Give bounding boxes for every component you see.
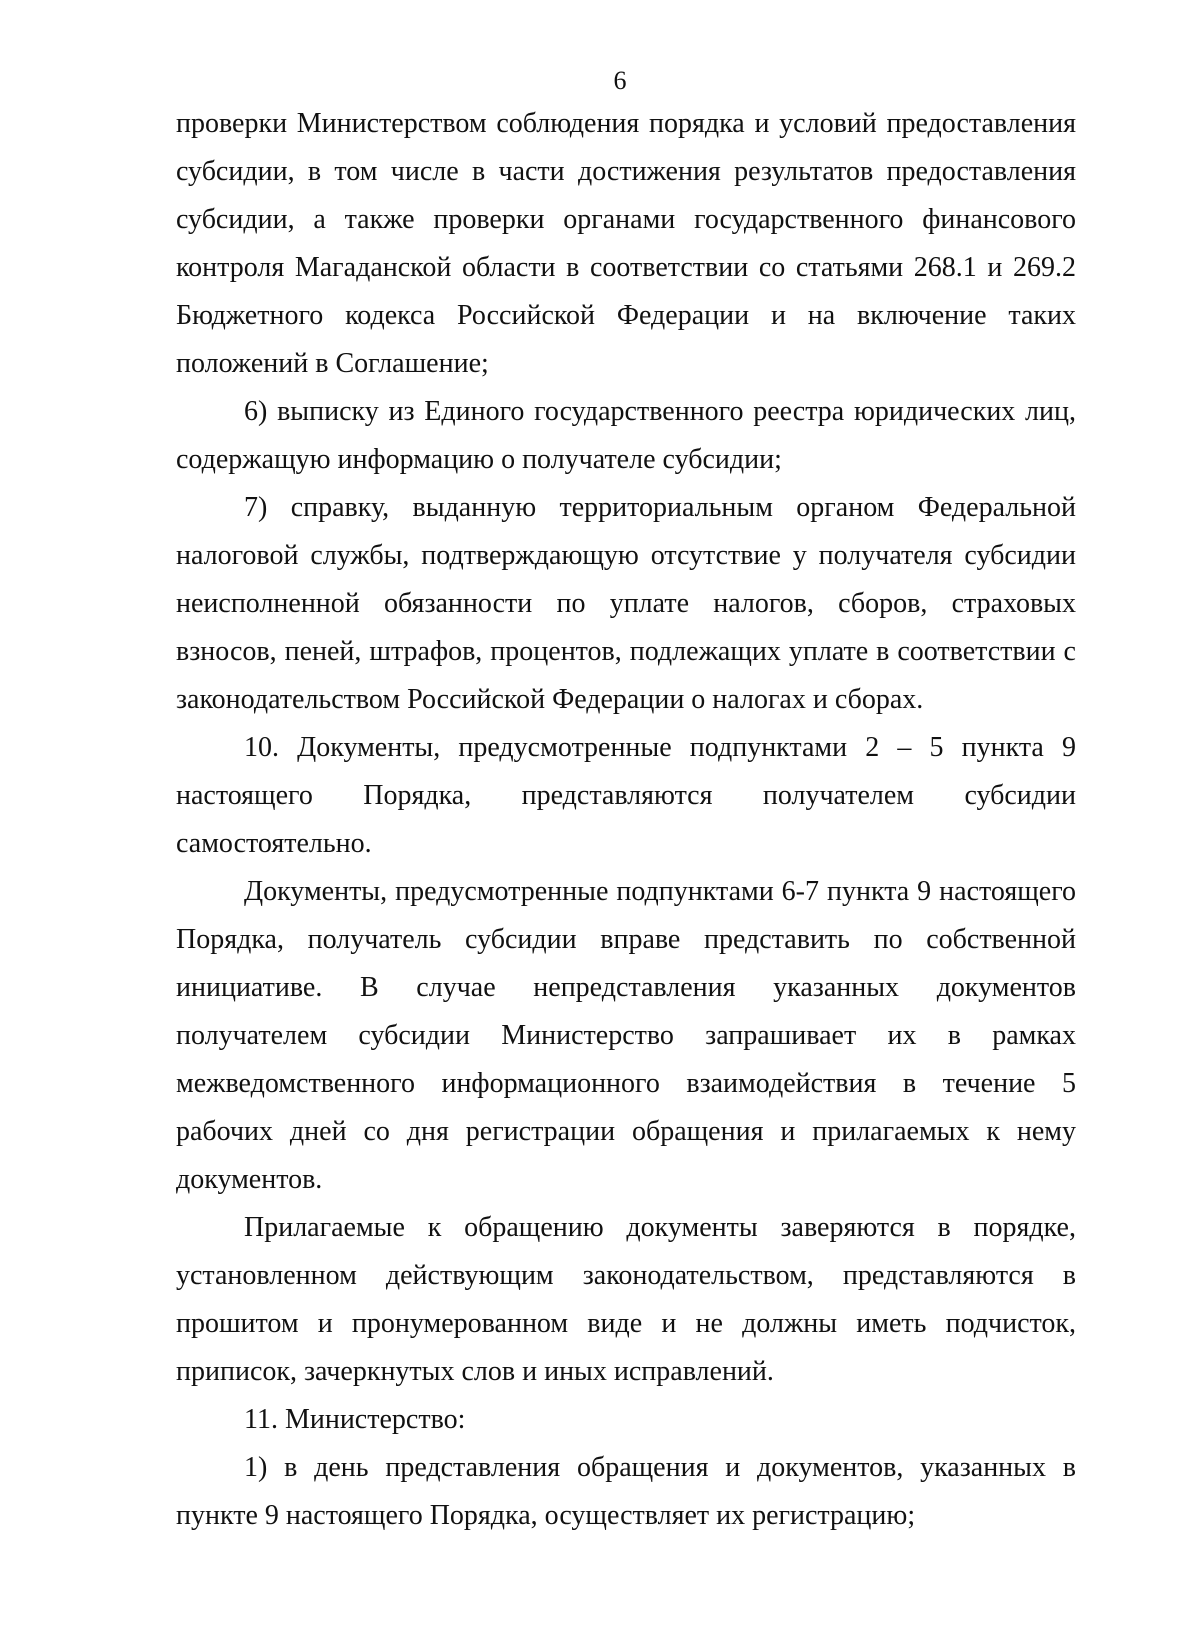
paragraph-attached-documents: Прилагаемые к обращению документы заверяются в порядке, установленном действующим законодательством, представляются в прошитом и пронумерованном виде и не должны иметь подчисток, приписок, зачеркнутых слов и иных исправлений. xyxy=(176,1212,1076,1387)
paragraph-clause-10: 10. Документы, предусмотренные подпунктами 2 – 5 пункта 9 настоящего Порядка, представляются получателем субсидии самостоятельно. xyxy=(176,732,1076,859)
paragraph-clause-11-item-1: 1) в день представления обращения и документов, указанных в пункте 9 настоящего Порядка, осуществляет их регистрацию; xyxy=(176,1452,1076,1531)
paragraph-continuation: проверки Министерством соблюдения порядка и условий предоставления субсидии, в том числе в части достижения результатов предоставления субсидии, а также проверки органами государственного финансового контроля Магаданской области в соответствии со статьями 268.1 и 269.2 Бюджетного кодекса Российской Федерации и на включение таких положений в Соглашение; xyxy=(176,108,1076,379)
paragraph-item-7: 7) справку, выданную территориальным органом Федеральной налоговой службы, подтверждающую отсутствие у получателя субсидии неисполненной обязанности по уплате налогов, сборов, страховых взносов, пеней, штрафов, процентов, подлежащих уплате в соответствии с законодательством Российской Федерации о налогах и сборах. xyxy=(176,492,1076,715)
paragraph-documents-initiative: Документы, предусмотренные подпунктами 6-7 пункта 9 настоящего Порядка, получатель субсидии вправе представить по собственной инициативе. В случае непредставления указанных документов получателем субсидии Министерство запрашивает их в рамках межведомственного информационного взаимодействия в течение 5 рабочих дней со дня регистрации обращения и прилагаемых к нему документов. xyxy=(176,876,1076,1195)
page-number: 6 xyxy=(613,66,627,95)
paragraph-item-6: 6) выписку из Единого государственного реестра юридических лиц, содержащую информацию о получателе субсидии; xyxy=(176,396,1076,475)
paragraph-clause-11: 11. Министерство: xyxy=(244,1404,466,1435)
document-body xyxy=(176,100,1076,1540)
